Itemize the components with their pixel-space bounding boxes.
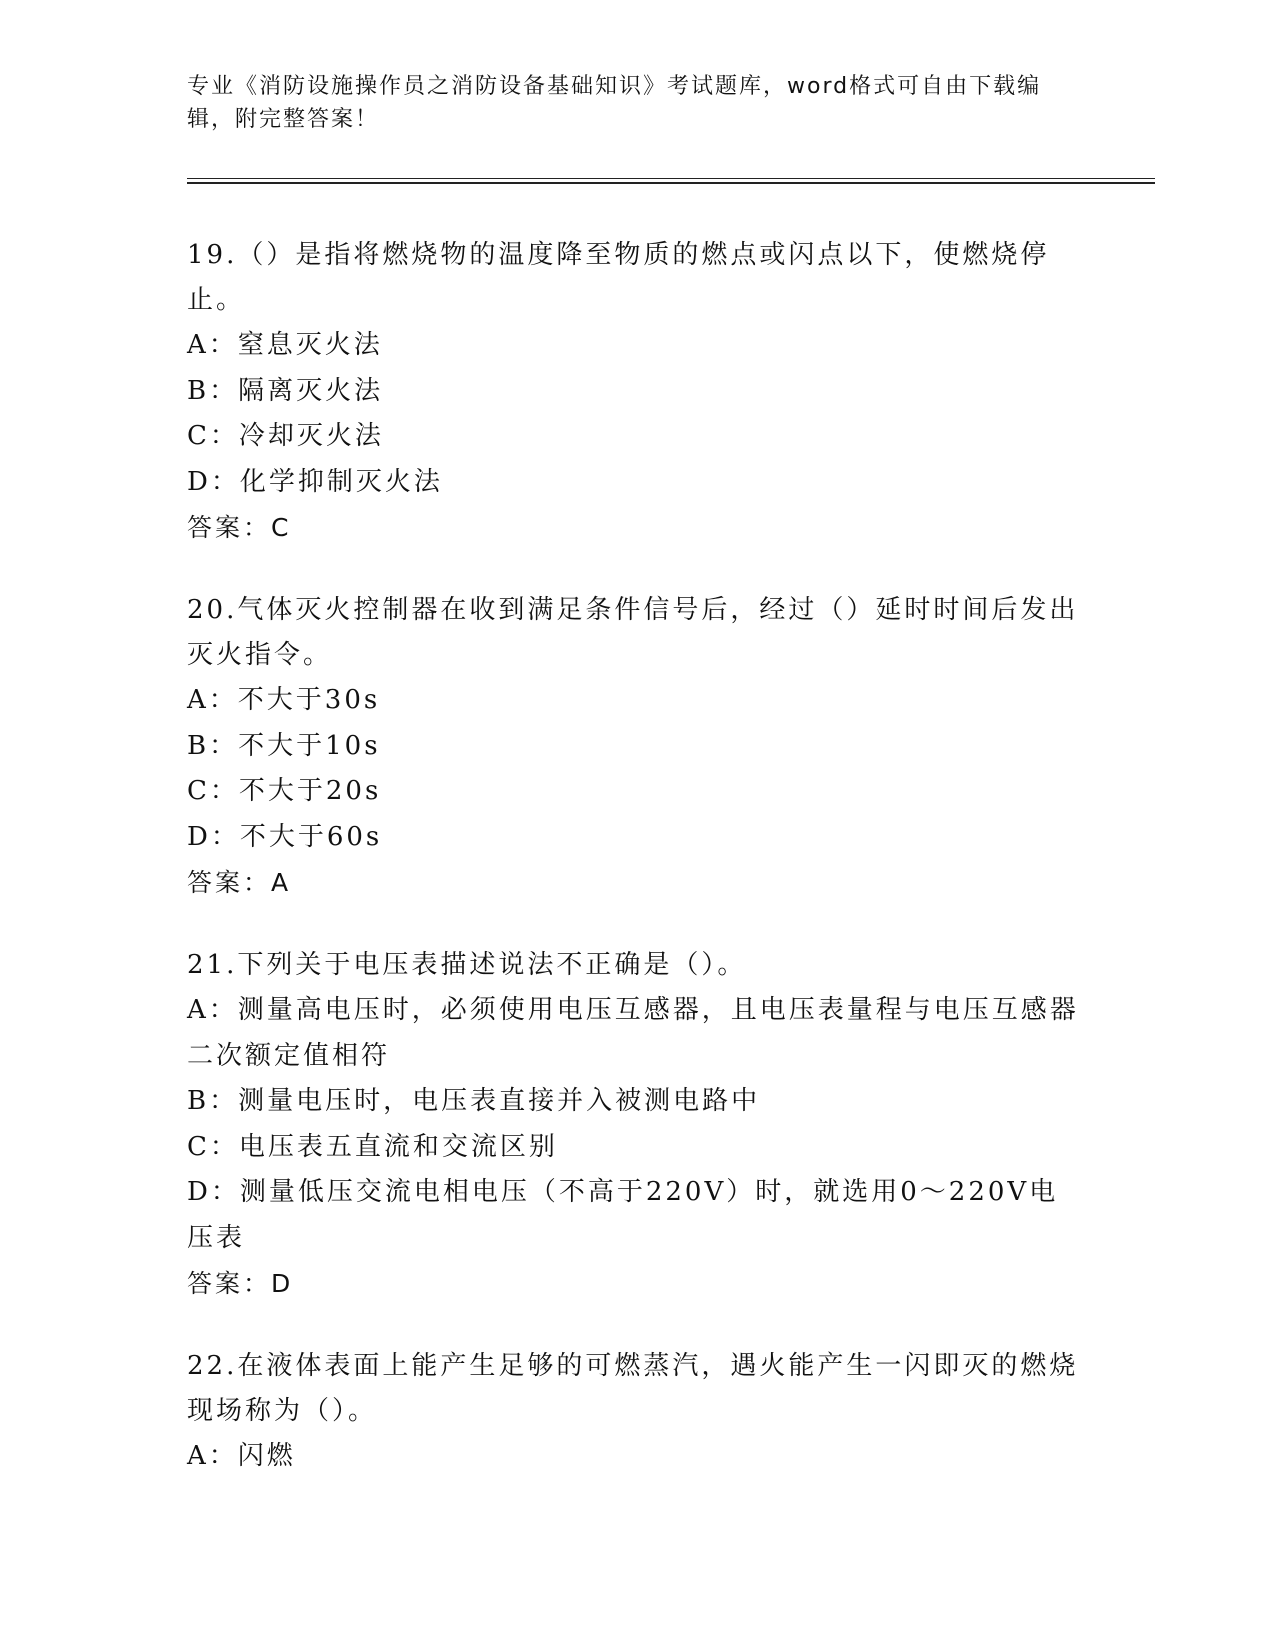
question-text: 21.下列关于电压表描述说法不正确是（）。	[187, 950, 747, 980]
option-a: A：闪燃	[187, 1441, 296, 1471]
question-19	[187, 233, 1087, 550]
answer: 答案：A	[187, 868, 292, 897]
option-c: C：冷却灭火法	[187, 421, 384, 451]
header-divider-thick	[187, 182, 1155, 184]
option-b: B：测量电压时，电压表直接并入被测电路中	[187, 1086, 761, 1116]
option-a: A：窒息灭火法	[187, 330, 383, 360]
question-22	[187, 1344, 1087, 1480]
answer: 答案：D	[187, 1269, 294, 1298]
option-c: C：不大于20s	[187, 776, 382, 806]
question-list	[187, 233, 1087, 1518]
header-divider	[187, 178, 1155, 179]
option-b: B：不大于10s	[187, 730, 381, 761]
option-d: D：化学抑制灭火法	[187, 466, 443, 497]
option-d: D：不大于60s	[187, 821, 383, 852]
option-c: C：电压表五直流和交流区别	[187, 1131, 558, 1162]
question-text: 22.在液体表面上能产生足够的可燃蒸汽，遇火能产生一闪即灭的燃烧现场称为（）。	[187, 1351, 1079, 1426]
option-d: D：测量低压交流电相电压（不高于220V）时，就选用0～220V电压表	[187, 1177, 1059, 1253]
option-a: A：不大于30s	[187, 685, 381, 715]
question-text: 19.（）是指将燃烧物的温度降至物质的燃点或闪点以下，使燃烧停止。	[187, 240, 1050, 315]
answer: 答案：C	[187, 513, 292, 542]
question-20	[187, 588, 1087, 905]
option-b: B：隔离灭火法	[187, 375, 384, 406]
question-21	[187, 943, 1087, 1306]
option-a: A：测量高电压时，必须使用电压互感器，且电压表量程与电压互感器二次额定值相符	[187, 995, 1079, 1071]
document-header: 专业《消防设施操作员之消防设备基础知识》考试题库，word格式可自由下载编辑，附完整答案！	[187, 74, 1042, 132]
question-text: 20.气体灭火控制器在收到满足条件信号后，经过（）延时时间后发出灭火指令。	[187, 595, 1079, 670]
